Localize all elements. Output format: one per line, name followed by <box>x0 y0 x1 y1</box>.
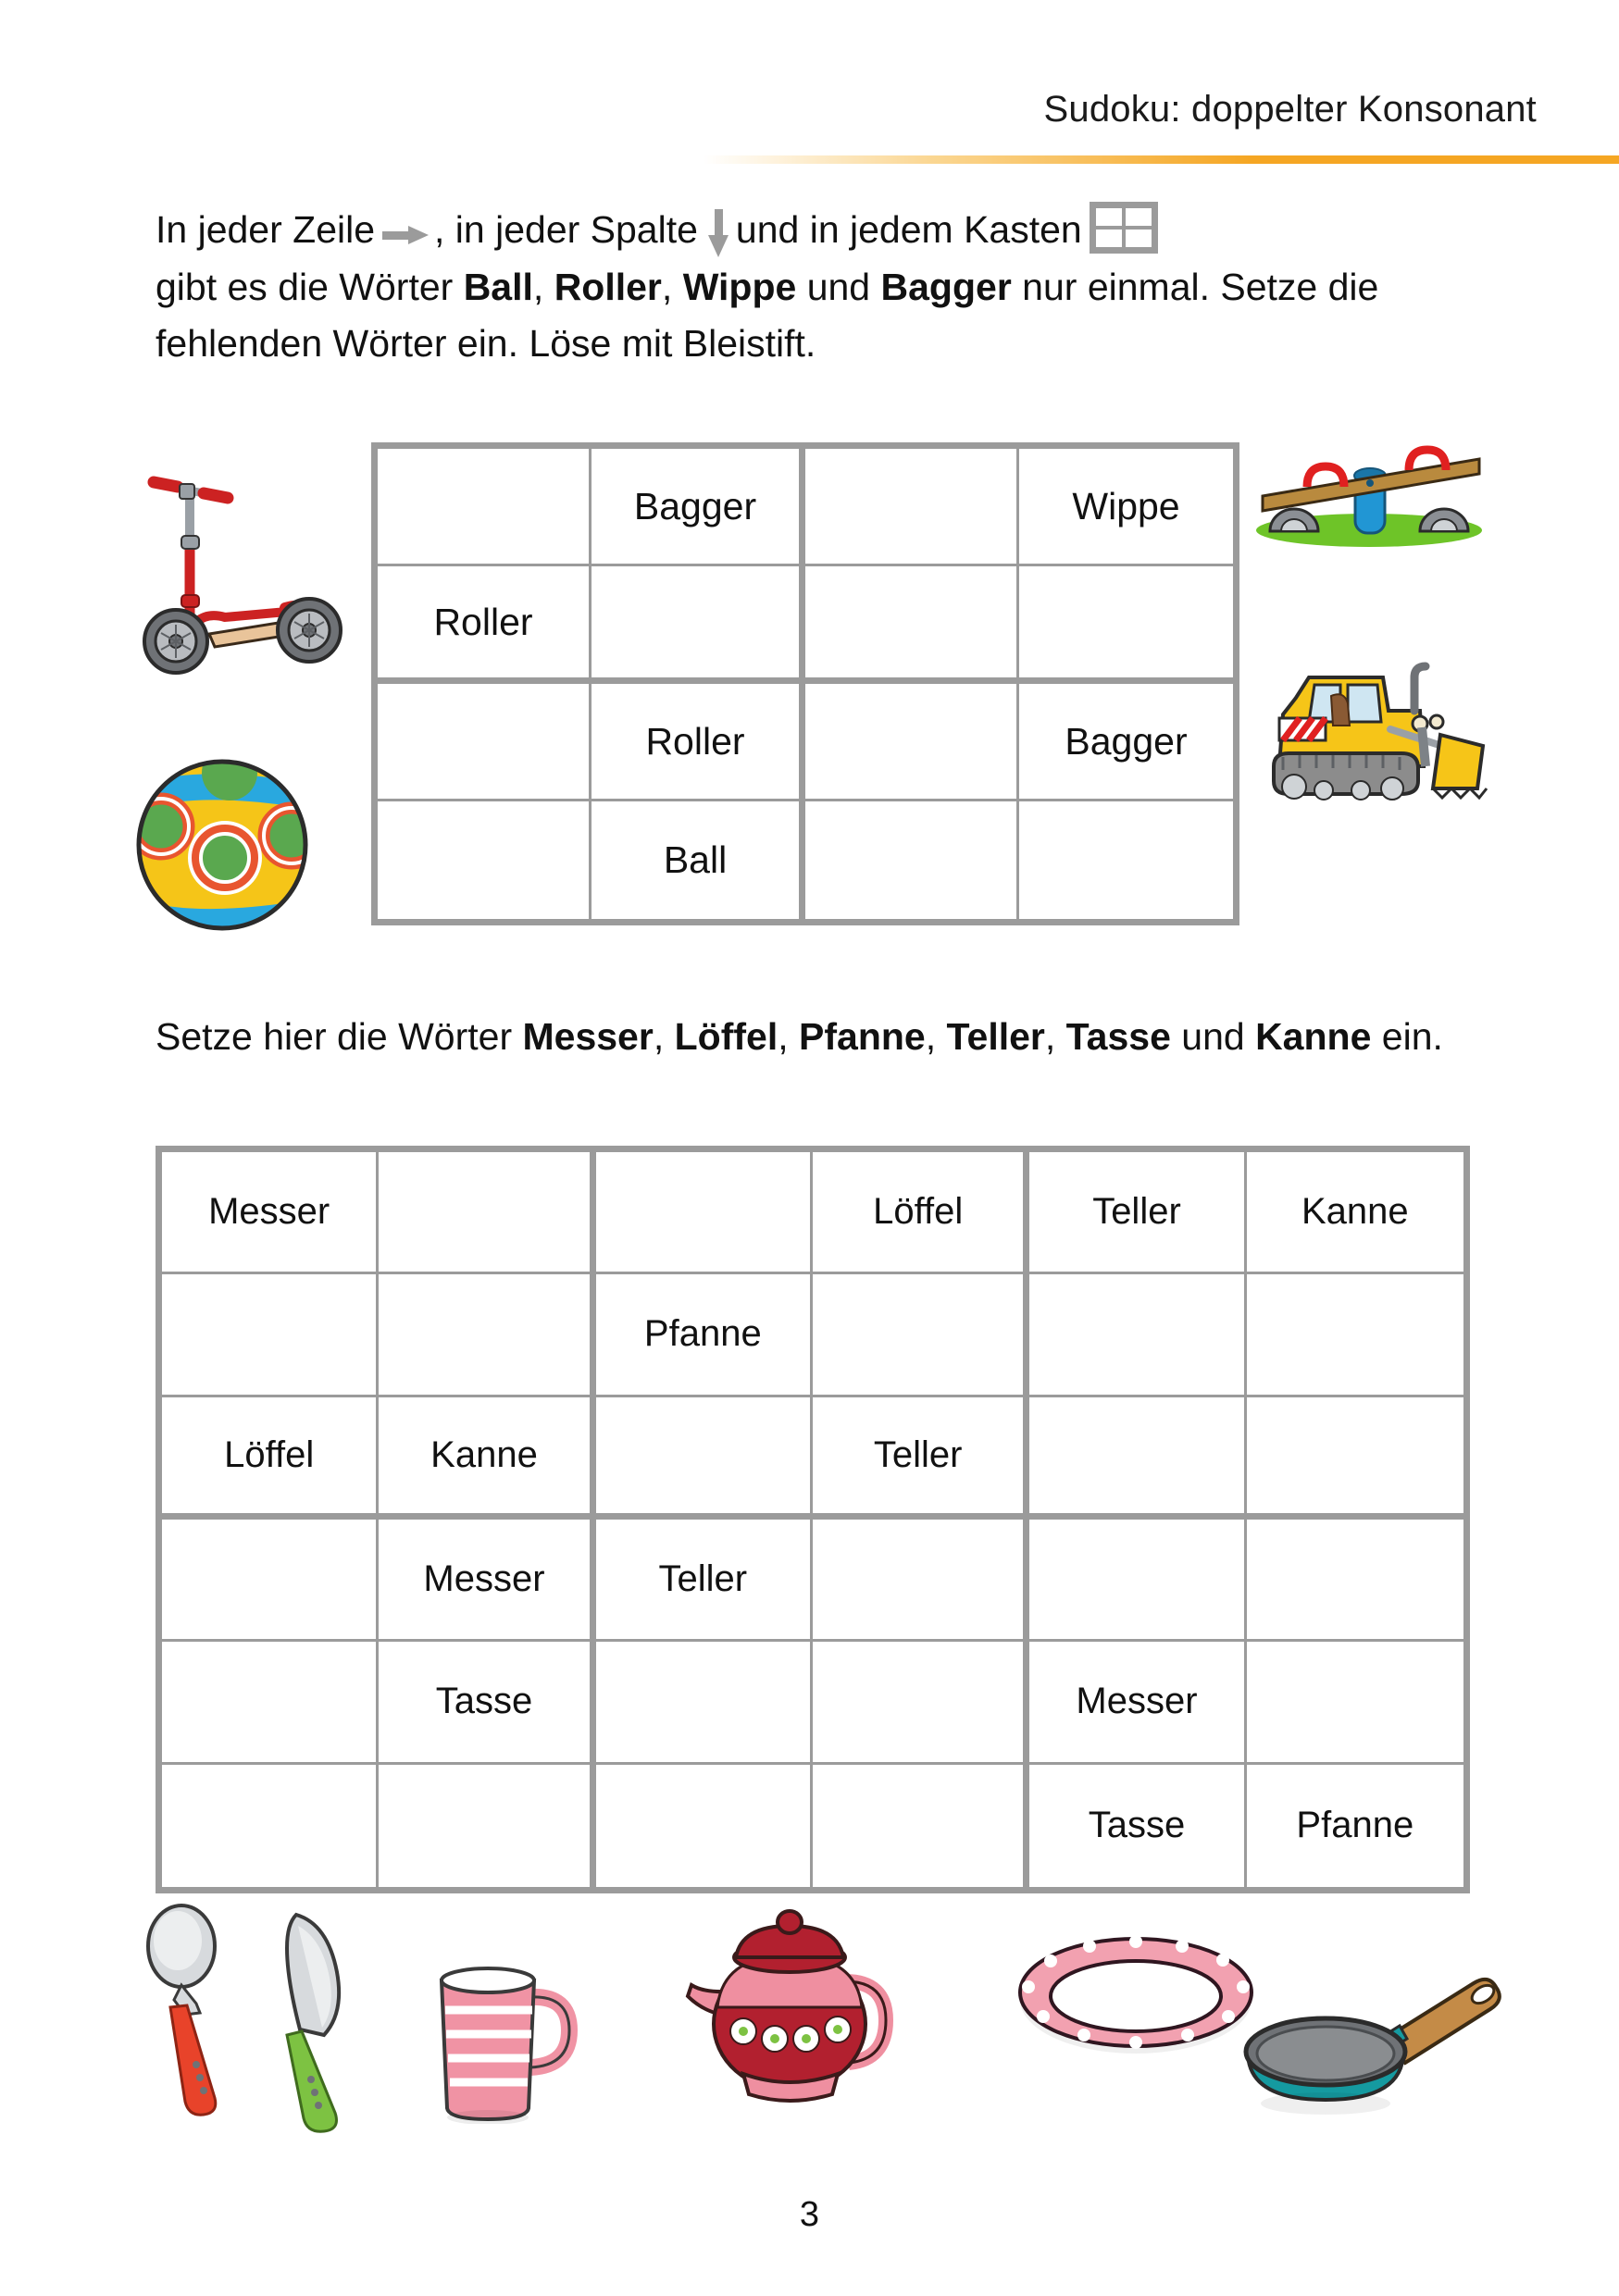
sudoku-grid-6x6[interactable] <box>156 1146 1470 1893</box>
sudoku6-cell-r3c2[interactable]: Kanne <box>379 1397 595 1520</box>
sudoku4-cell-r1c1[interactable] <box>378 449 592 566</box>
sudoku4-cell-r3c4[interactable]: Bagger <box>1019 684 1233 801</box>
ball-illustration <box>130 754 319 939</box>
keyword-roller: Roller <box>554 266 662 308</box>
instruction-2-lead: Setze hier die Wörter <box>156 1015 523 1058</box>
sudoku6-cell-r5c4[interactable] <box>813 1642 1029 1764</box>
keyword-pfanne: Pfanne <box>799 1015 926 1058</box>
sudoku4-cell-r4c4[interactable] <box>1019 801 1233 919</box>
keyword-ball: Ball <box>463 266 533 308</box>
seesaw-illustration <box>1253 435 1485 565</box>
instruction-text-box: und in jedem Kasten <box>735 208 1082 251</box>
sudoku6-cell-r4c4[interactable] <box>813 1520 1029 1642</box>
sudoku4-cell-r1c3[interactable] <box>805 449 1019 566</box>
spoon-and-knife-illustration <box>130 1902 398 2133</box>
bulldozer-illustration <box>1252 657 1500 814</box>
keyword-kanne: Kanne <box>1255 1015 1372 1058</box>
separator-b2-4: , <box>1044 1015 1066 1058</box>
instruction-text-words-lead: gibt es die Wörter <box>156 266 464 308</box>
sudoku6-cell-r3c4[interactable]: Teller <box>813 1397 1029 1520</box>
sudoku6-cell-r6c1[interactable] <box>162 1765 379 1887</box>
sudoku4-cell-r4c2[interactable]: Ball <box>592 801 805 919</box>
sudoku6-cell-r1c2[interactable] <box>379 1152 595 1274</box>
sudoku6-cell-r4c2[interactable]: Messer <box>379 1520 595 1642</box>
sudoku6-cell-r6c6[interactable]: Pfanne <box>1247 1765 1463 1887</box>
keyword-wippe: Wippe <box>682 266 797 308</box>
sudoku6-cell-r5c1[interactable] <box>162 1642 379 1764</box>
sudoku6-cell-r3c3[interactable] <box>596 1397 813 1520</box>
sudoku6-cell-r6c2[interactable] <box>379 1765 595 1887</box>
sudoku4-cell-r3c3[interactable] <box>805 684 1019 801</box>
separator-b2-5: und <box>1170 1015 1256 1058</box>
keyword-tasse: Tasse <box>1065 1015 1171 1058</box>
sudoku4-cell-r2c2[interactable] <box>592 566 805 684</box>
sudoku6-cell-r5c6[interactable] <box>1247 1642 1463 1764</box>
sudoku4-cell-r2c4[interactable] <box>1019 566 1233 684</box>
sudoku6-cell-r1c5[interactable]: Teller <box>1029 1152 1246 1274</box>
sudoku6-cell-r4c3[interactable]: Teller <box>596 1520 813 1642</box>
separator-3: und <box>796 266 881 308</box>
separator-b2-1: , <box>653 1015 675 1058</box>
keyword-loeffel: Löffel <box>674 1015 778 1058</box>
sudoku6-cell-r5c3[interactable] <box>596 1642 813 1764</box>
instruction-text-tail: nur einmal. Setze die fehlenden Wörter ein. Löse mit Bleistift. <box>156 266 1379 365</box>
arrow-right-icon <box>382 226 430 244</box>
sudoku6-cell-r2c3[interactable]: Pfanne <box>596 1274 813 1396</box>
box-grid-icon <box>1090 202 1158 254</box>
sudoku4-cell-r3c1[interactable] <box>378 684 592 801</box>
keyword-teller: Teller <box>946 1015 1045 1058</box>
page-number: 3 <box>799 2195 820 2234</box>
sudoku6-cell-r4c5[interactable] <box>1029 1520 1246 1642</box>
sudoku6-cell-r5c2[interactable]: Tasse <box>379 1642 595 1764</box>
separator-b2-2: , <box>778 1015 800 1058</box>
sudoku6-cell-r2c2[interactable] <box>379 1274 595 1396</box>
sudoku6-cell-r2c1[interactable] <box>162 1274 379 1396</box>
sudoku4-cell-r3c2[interactable]: Roller <box>592 684 805 801</box>
sudoku4-cell-r4c3[interactable] <box>805 801 1019 919</box>
instruction-2-tail: ein. <box>1371 1015 1443 1058</box>
instruction-block-2 <box>156 1009 1507 1065</box>
separator-1: , <box>532 266 554 308</box>
sudoku4-cell-r2c3[interactable] <box>805 566 1019 684</box>
sudoku6-cell-r2c5[interactable] <box>1029 1274 1246 1396</box>
instruction-text-row: In jeder Zeile <box>156 208 376 251</box>
sudoku6-cell-r3c5[interactable] <box>1029 1397 1246 1520</box>
sudoku-grid-4x4[interactable] <box>371 442 1239 925</box>
separator-b2-3: , <box>925 1015 947 1058</box>
scooter-illustration <box>137 449 350 676</box>
sudoku4-cell-r2c1[interactable]: Roller <box>378 566 592 684</box>
sudoku6-cell-r3c6[interactable] <box>1247 1397 1463 1520</box>
sudoku4-cell-r4c1[interactable] <box>378 801 592 919</box>
sudoku6-cell-r6c3[interactable] <box>596 1765 813 1887</box>
sudoku4-cell-r1c2[interactable]: Bagger <box>592 449 805 566</box>
sudoku6-cell-r1c3[interactable] <box>596 1152 813 1274</box>
sudoku6-cell-r4c6[interactable] <box>1247 1520 1463 1642</box>
separator-2: , <box>661 266 683 308</box>
sudoku6-cell-r1c4[interactable]: Löffel <box>813 1152 1029 1274</box>
plate-illustration <box>1014 1930 1259 2059</box>
sudoku6-cell-r2c4[interactable] <box>813 1274 1029 1396</box>
header-divider <box>704 155 1619 164</box>
pan-illustration <box>1231 1967 1509 2128</box>
keyword-messer: Messer <box>522 1015 654 1058</box>
sudoku6-cell-r1c1[interactable]: Messer <box>162 1152 379 1274</box>
page-title: Sudoku: doppelter Konsonant <box>1043 89 1537 130</box>
sudoku6-cell-r6c5[interactable]: Tasse <box>1029 1765 1246 1887</box>
sudoku6-cell-r1c6[interactable]: Kanne <box>1247 1152 1463 1274</box>
teapot-illustration <box>680 1902 907 2115</box>
sudoku6-cell-r4c1[interactable] <box>162 1520 379 1642</box>
mug-illustration <box>421 1953 597 2124</box>
instruction-block-1 <box>156 202 1507 372</box>
sudoku6-cell-r3c1[interactable]: Löffel <box>162 1397 379 1520</box>
sudoku6-cell-r2c6[interactable] <box>1247 1274 1463 1396</box>
arrow-down-icon <box>705 209 733 259</box>
sudoku6-cell-r5c5[interactable]: Messer <box>1029 1642 1246 1764</box>
keyword-bagger: Bagger <box>880 266 1012 308</box>
sudoku6-cell-r6c4[interactable] <box>813 1765 1029 1887</box>
instruction-text-column: , in jeder Spalte <box>434 208 698 251</box>
sudoku4-cell-r1c4[interactable]: Wippe <box>1019 449 1233 566</box>
